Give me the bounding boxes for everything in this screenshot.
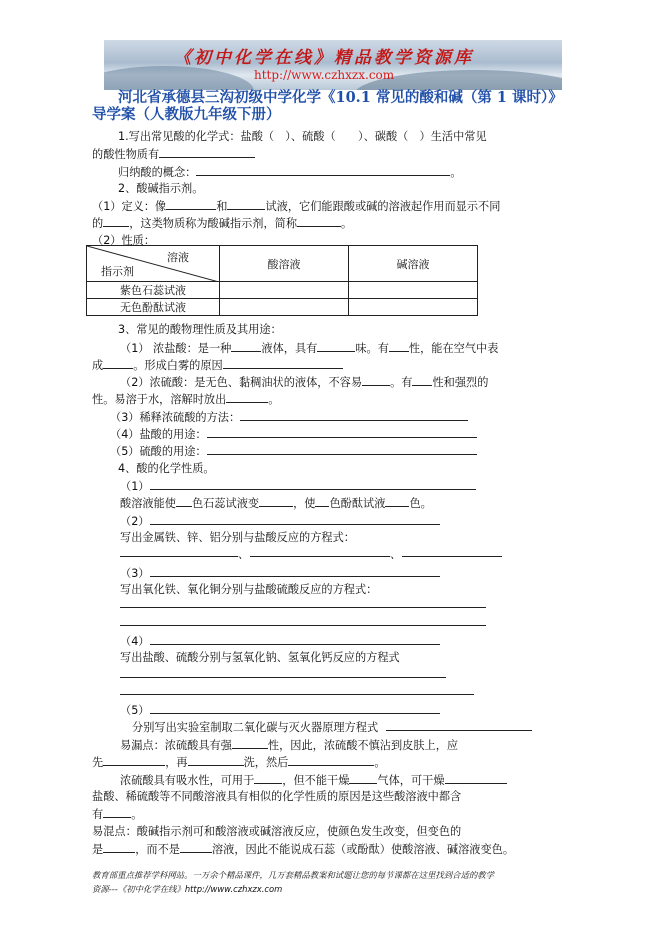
answer-blank[interactable] (188, 753, 244, 766)
answer-blank[interactable] (207, 425, 477, 438)
answer-blank[interactable] (150, 564, 440, 577)
h2so4-line-2: 性。易溶于水，溶解时放出 。 (92, 390, 279, 407)
table-row-phenolphthalein: 无色酚酞试液 (87, 299, 220, 316)
table-header-acid: 酸溶液 (220, 246, 349, 282)
q2-heading: 2、酸碱指示剂。 (118, 182, 204, 195)
p5-label: （5） (120, 701, 440, 718)
p4-label: （4） (120, 632, 440, 649)
answer-blank[interactable] (103, 214, 129, 227)
similar-property-line: 盐酸、稀硫酸等不同酸溶液具有相似的化学性质的原因是这些酸溶液中都含 (92, 790, 462, 803)
p1-label: （1） (120, 477, 476, 494)
answer-blank[interactable] (317, 339, 355, 352)
answer-blank[interactable] (103, 805, 131, 818)
p2-text: 写出金属铁、锌、铝分别与盐酸反应的方程式： (120, 531, 355, 544)
easy-miss-line-1: 易漏点：浓硫酸具有强 性，因此，浓硫酸不慎沾到皮肤上，应 (120, 736, 458, 753)
answer-blank[interactable] (176, 494, 192, 507)
answer-blank[interactable] (389, 339, 409, 352)
hcl-use-line: （4）盐酸的用途： (110, 425, 477, 442)
document-title-line1: 河北省承德县三沟初级中学化学《10.1 常见的酸和碱（第 1 课时）》 (118, 89, 563, 106)
p3-label: （3） (120, 564, 440, 581)
answer-blank[interactable] (150, 512, 440, 525)
p1-text: 酸溶液能使 色石蕊试液变 ，使 色酚酞试液 色。 (120, 494, 432, 511)
table-corner-bottom: 指示剂 (101, 265, 134, 278)
easy-confuse-line-2: 是 ，而不是 溶液，因此不能说成石蕊（或酚酞）使酸溶液、碱溶液变色。 (92, 840, 514, 857)
answer-blank[interactable] (227, 197, 265, 210)
site-banner (104, 40, 562, 90)
answer-blank[interactable] (297, 214, 341, 227)
q3-heading: 3、常见的酸物理性质及其用途： (118, 323, 282, 336)
answer-blank[interactable] (445, 771, 507, 784)
p5-text: 分别写出实验室制取二氧化碳与灭火器原理方程式 (132, 718, 532, 735)
separator-comma: 、 (238, 548, 250, 561)
answer-blank[interactable] (180, 840, 212, 853)
answer-blank[interactable] (254, 771, 282, 784)
answer-line[interactable] (120, 625, 486, 626)
similar-property-line-2: 有 。 (92, 805, 142, 822)
answer-blank[interactable] (226, 390, 268, 403)
answer-line[interactable] (120, 607, 486, 608)
answer-blank[interactable] (362, 373, 390, 386)
definition-line-2: 的 ，这类物质称为酸碱指示剂，简称 。 (92, 214, 352, 231)
table-corner-cell (87, 246, 220, 282)
answer-blank[interactable] (231, 339, 261, 352)
answer-blank[interactable] (385, 494, 409, 507)
dilute-method-line: （3）稀释浓硫酸的方法： (110, 408, 468, 425)
h2so4-use-line: （5）硫酸的用途： (110, 442, 477, 459)
answer-line[interactable] (402, 556, 502, 557)
p4-text: 写出盐酸、硫酸分别与氢氧化钠、氢氧化钙反应的方程式 (120, 651, 400, 664)
banner-url[interactable]: http://www.czhxzx.com (254, 68, 395, 82)
p3-text: 写出氧化铁、氧化铜分别与盐酸硫酸反应的方程式： (120, 583, 378, 596)
separator-comma: 、 (390, 548, 402, 561)
table-row-litmus: 紫色石蕊试液 (87, 282, 220, 299)
easy-confuse-line-1: 易混点：酸碱指示剂可和酸溶液或碱溶液反应，使颜色发生改变，但变色的 (92, 825, 462, 838)
hcl-line-1: （1） 浓盐酸：是一种 液体，具有 味。有 性，能在空气中表 (120, 339, 498, 356)
answer-blank[interactable] (240, 408, 468, 421)
answer-blank[interactable] (166, 197, 216, 210)
answer-blank[interactable] (412, 373, 432, 386)
table-cell-answer[interactable] (220, 282, 349, 299)
answer-blank[interactable] (150, 632, 440, 645)
answer-blank[interactable] (315, 494, 329, 507)
answer-blank[interactable] (150, 701, 440, 714)
answer-blank[interactable] (103, 356, 133, 369)
definition-line-1: （1）定义：像 和 试液，它们能跟酸或碱的溶液起作用而显示不同 (92, 197, 500, 214)
nature-label: （2）性质： (92, 234, 156, 247)
q1-line-c: 归纳酸的概念： 。 (118, 163, 462, 180)
q1-line-b: 的酸性物质有 (92, 145, 255, 162)
p2-label: （2） (120, 512, 440, 529)
absorb-water-line: 浓硫酸具有吸水性，可用于 ，但不能干燥 气体，可干燥 (120, 771, 507, 788)
easy-miss-line-2: 先 ，再 洗，然后 。 (92, 753, 386, 770)
answer-line[interactable] (120, 694, 474, 695)
answer-blank[interactable] (103, 840, 135, 853)
document-title-line2: 导学案（人教版九年级下册） (92, 106, 281, 123)
answer-blank[interactable] (196, 163, 450, 176)
answer-blank[interactable] (259, 494, 293, 507)
h2so4-line-1: （2）浓硫酸：是无色、黏稠油状的液体，不容易 。有 性和强烈的 (120, 373, 488, 390)
banner-brand-text: 《初中化学在线》精品教学资源库 (174, 48, 474, 68)
answer-blank[interactable] (207, 442, 477, 455)
footer-line-2: 资源---《初中化学在线》http://www.czhxzx.com (92, 884, 283, 894)
footer-line-1: 教育部重点推荐学科网站。一万余个精品课件，几万套精品教案和试题让您的每节课都在这里找到合适的教学 (92, 870, 494, 880)
answer-blank[interactable] (232, 736, 268, 749)
answer-blank[interactable] (349, 771, 377, 784)
answer-blank[interactable] (159, 145, 255, 158)
answer-blank[interactable] (288, 753, 374, 766)
answer-line[interactable] (120, 677, 446, 678)
answer-blank[interactable] (150, 477, 476, 490)
q1-line-a: 1.写出常见酸的化学式：盐酸（ ）、硫酸（ ）、碳酸（ ）生活中常见 (118, 130, 487, 143)
table-cell-answer[interactable] (349, 282, 478, 299)
table-header-base: 碱溶液 (349, 246, 478, 282)
q4-heading: 4、酸的化学性质。 (118, 462, 215, 475)
hcl-line-2: 成 。形成白雾的原因 (92, 356, 343, 373)
indicator-table (86, 245, 478, 316)
answer-line[interactable] (250, 556, 390, 557)
table-cell-answer[interactable] (349, 299, 478, 316)
answer-blank[interactable] (223, 356, 343, 369)
answer-line[interactable] (120, 556, 238, 557)
table-corner-top: 溶液 (167, 251, 189, 264)
table-cell-answer[interactable] (220, 299, 349, 316)
answer-blank[interactable] (103, 753, 165, 766)
answer-blank[interactable] (386, 718, 532, 731)
